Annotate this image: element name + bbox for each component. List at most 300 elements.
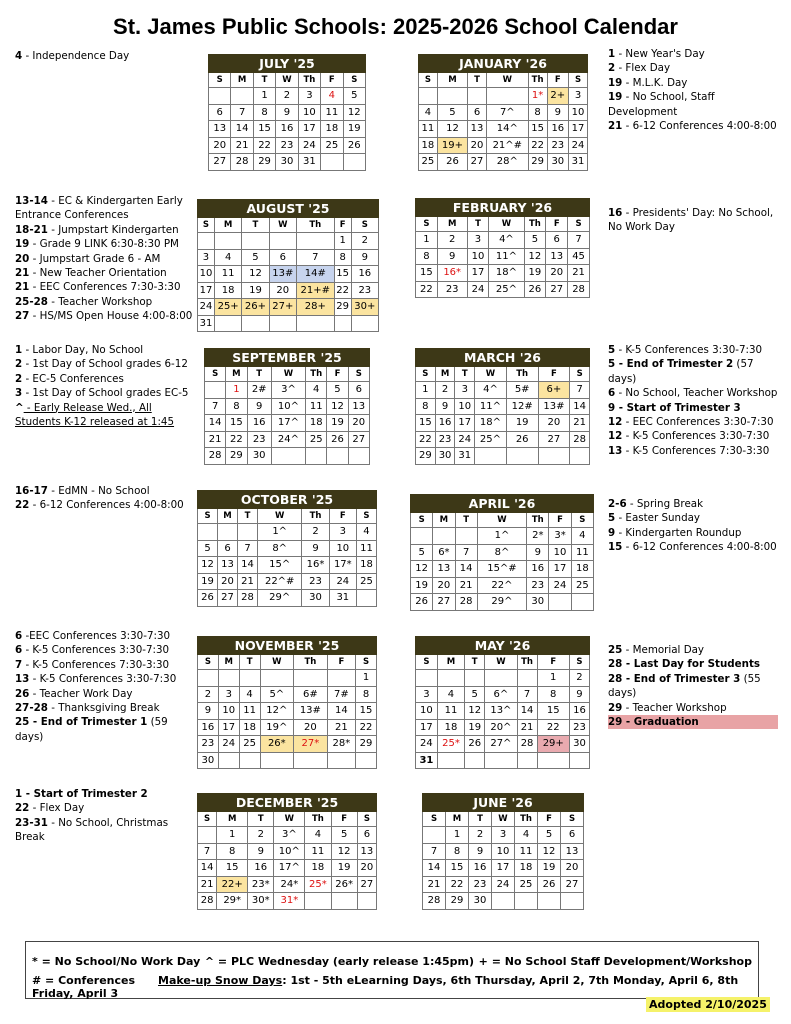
day-cell: 28 (570, 431, 590, 448)
day-cell: 20 (468, 137, 487, 154)
note-date: 28 - Last Day for Students (608, 658, 761, 671)
note-line (15, 194, 195, 223)
day-cell: 8 (416, 398, 436, 415)
note-text: - New Year's Day (615, 48, 705, 60)
day-cell: 26 (538, 876, 561, 893)
note-line (608, 357, 778, 386)
day-cell: 7 (231, 104, 253, 121)
day-cell: 11 (571, 544, 593, 561)
note-date: 26 (15, 687, 30, 700)
day-cell: 11 (305, 843, 331, 860)
weekday-header: T (455, 367, 475, 382)
empty-cell (517, 670, 537, 687)
day-cell: 13 (433, 561, 455, 578)
day-cell: 9 (435, 398, 455, 415)
day-cell: 22^ (477, 577, 526, 594)
day-cell: 17 (569, 121, 588, 138)
note-date: 28 - End of Trimester 3 (608, 672, 741, 685)
weekday-header: S (561, 812, 584, 827)
day-cell: 1 (334, 233, 351, 250)
weekday-header: M (218, 655, 239, 670)
note-text: - Teacher Workshop (47, 295, 153, 308)
empty-cell (561, 893, 584, 910)
note-line (608, 497, 778, 511)
day-cell: 26 (343, 137, 365, 154)
day-cell: 17 (549, 561, 571, 578)
day-cell: 12 (411, 561, 433, 578)
day-cell: 22 (528, 137, 547, 154)
day-cell: 11 (214, 266, 241, 283)
note-text: - Grade 9 LINK 6:30-8:30 PM (29, 238, 179, 251)
day-cell: 28+ (296, 299, 334, 316)
day-cell: 13^ (485, 703, 517, 720)
empty-cell (437, 670, 464, 687)
day-cell: 2* (527, 528, 549, 545)
note-text: - K-5 Conferences 7:30-3:30 (22, 658, 170, 671)
day-cell: 26* (331, 876, 357, 893)
weekday-header: F (334, 218, 351, 233)
month-header: JANUARY '26 (419, 55, 588, 73)
weekday-header: M (218, 509, 238, 524)
day-cell: 19 (242, 282, 269, 299)
day-cell: 6# (294, 686, 328, 703)
note-line (608, 444, 778, 458)
day-cell: 14 (570, 398, 590, 415)
note-text: - EC-5 Conferences (22, 372, 124, 385)
note-text: - EEC Conferences 3:30-7:30 (622, 416, 774, 429)
day-cell: 2 (435, 382, 455, 399)
weekday-header: W (258, 509, 302, 524)
empty-cell (485, 752, 517, 769)
weekday-header: S (416, 217, 438, 232)
day-cell: 8 (217, 843, 248, 860)
day-cell: 11 (437, 703, 464, 720)
note-line (608, 90, 778, 119)
day-cell: 20^ (485, 719, 517, 736)
day-cell: 5 (198, 540, 218, 557)
calendar-july (208, 54, 366, 171)
notes-november (15, 629, 195, 744)
day-cell: 23 (569, 719, 589, 736)
day-cell: 28 (517, 736, 537, 753)
day-cell: 9 (437, 248, 467, 265)
day-cell: 5 (411, 544, 433, 561)
day-cell: 23 (547, 137, 569, 154)
note-date: 23-31 (15, 816, 48, 829)
day-cell: 18 (419, 137, 438, 154)
note-date: 2 (608, 62, 616, 75)
note-date: 22 (15, 499, 30, 512)
day-cell: 15^# (477, 561, 526, 578)
day-cell: 14 (238, 557, 258, 574)
note-date: 15 (608, 541, 623, 554)
day-cell: 12 (465, 703, 485, 720)
day-cell: 20 (294, 719, 328, 736)
note-date: 4 (15, 50, 23, 62)
empty-cell (238, 524, 258, 541)
day-cell: 12 (198, 557, 218, 574)
empty-cell (218, 524, 238, 541)
note-line (15, 687, 195, 701)
day-cell: 18^ (489, 265, 524, 282)
day-cell: 1 (416, 382, 436, 399)
weekday-header: M (226, 367, 247, 382)
day-cell: 7 (455, 544, 477, 561)
day-cell: 8 (356, 686, 377, 703)
day-cell: 22 (446, 876, 469, 893)
empty-cell (242, 233, 269, 250)
day-cell: 10 (569, 104, 588, 121)
empty-cell (549, 594, 571, 611)
day-cell: 25* (437, 736, 464, 753)
weekday-header: W (274, 812, 305, 827)
weekday-header: T (465, 655, 485, 670)
day-cell: 12 (327, 398, 348, 415)
note-date: 25 (608, 644, 623, 656)
weekday-header: Th (524, 217, 546, 232)
empty-cell (423, 827, 446, 844)
day-cell: 20 (348, 415, 369, 432)
empty-cell (570, 448, 590, 465)
day-cell: 15 (416, 415, 436, 432)
empty-cell (198, 524, 218, 541)
day-cell: 3 (298, 88, 320, 105)
day-cell: 6 (561, 827, 584, 844)
day-cell: 8^ (477, 544, 526, 561)
note-line (15, 309, 195, 323)
day-cell: 2 (248, 827, 274, 844)
day-cell: 9 (527, 544, 549, 561)
note-text: - EC & Kindergarten Early Entrance Conferences (15, 195, 183, 222)
day-cell: 2+ (547, 88, 569, 105)
day-cell: 21^# (486, 137, 528, 154)
day-cell: 18 (305, 860, 331, 877)
day-cell: 1* (528, 88, 547, 105)
day-cell: 8 (537, 686, 569, 703)
day-cell: 28* (327, 736, 355, 753)
day-cell: 9 (247, 398, 271, 415)
day-cell: 16 (469, 860, 492, 877)
note-text: (55 days) (608, 672, 761, 700)
note-line (15, 295, 195, 309)
day-cell: 25 (419, 154, 438, 171)
month-header: FEBRUARY '26 (416, 199, 590, 217)
note-line (608, 715, 778, 729)
weekday-header: Th (294, 655, 328, 670)
day-cell: 13 (218, 557, 238, 574)
day-cell: 3 (416, 686, 438, 703)
note-line (15, 252, 195, 266)
empty-cell (269, 315, 296, 332)
notes-december (15, 787, 195, 845)
day-cell: 3 (467, 232, 489, 249)
day-cell: 24 (467, 281, 489, 298)
weekday-header: S (209, 73, 231, 88)
day-cell: 9 (276, 104, 298, 121)
weekday-header: F (537, 655, 569, 670)
note-line (15, 223, 195, 237)
note-date: 1 - Start of Trimester 2 (15, 788, 148, 800)
day-cell: 1 (356, 670, 377, 687)
weekday-header: M (231, 73, 253, 88)
day-cell: 13 (468, 121, 487, 138)
day-cell: 27 (209, 154, 231, 171)
note-line (15, 266, 195, 280)
day-cell: 14 (327, 703, 355, 720)
day-cell: 26 (524, 281, 546, 298)
weekday-header: M (446, 812, 469, 827)
day-cell: 30* (248, 893, 274, 910)
day-cell: 30 (435, 448, 455, 465)
note-text: - No School, Staff Development (608, 91, 715, 118)
day-cell: 18 (571, 561, 593, 578)
day-cell: 23* (248, 876, 274, 893)
empty-cell (218, 752, 239, 769)
day-cell: 13# (294, 703, 328, 720)
empty-cell (331, 893, 357, 910)
empty-cell (327, 670, 355, 687)
day-cell: 14 (423, 860, 446, 877)
day-cell: 15 (528, 121, 547, 138)
note-text: - Teacher Work Day (29, 687, 133, 700)
day-cell: 29+ (537, 736, 569, 753)
legend-conferences: # = Conferences (32, 974, 136, 987)
notes-january (608, 47, 778, 133)
day-cell: 14 (231, 121, 253, 138)
weekday-header: T (455, 513, 477, 528)
day-cell: 4 (214, 249, 241, 266)
day-cell: 1 (416, 232, 438, 249)
day-cell: 15 (537, 703, 569, 720)
day-cell: 28^ (486, 154, 528, 171)
day-cell: 8 (416, 248, 438, 265)
weekday-header: T (468, 73, 487, 88)
legend-no-school: * = No School/No Work Day (32, 955, 201, 968)
day-cell: 10 (492, 843, 515, 860)
day-cell: 10^ (274, 843, 305, 860)
legend-plc: ^ = PLC Wednesday (early release 1:45pm) (204, 955, 475, 968)
weekday-header: Th (515, 812, 538, 827)
weekday-header: S (416, 655, 438, 670)
note-text: - Labor Day, No School (22, 344, 144, 356)
day-cell: 27 (468, 154, 487, 171)
day-cell: 9 (469, 843, 492, 860)
empty-cell (416, 670, 438, 687)
note-text: - Kindergarten Roundup (615, 526, 742, 539)
note-line (15, 372, 200, 386)
note-date: 27-28 (15, 702, 48, 715)
day-cell: 28 (423, 893, 446, 910)
empty-cell (465, 670, 485, 687)
weekday-header: Th (298, 73, 320, 88)
weekday-header: W (269, 218, 296, 233)
day-cell: 5 (343, 88, 365, 105)
empty-cell (475, 448, 507, 465)
day-cell: 13 (561, 843, 584, 860)
calendar-march (415, 348, 590, 465)
day-cell: 24 (329, 573, 356, 590)
day-cell: 30 (527, 594, 549, 611)
note-text: - Jumpstart Kindergarten (47, 223, 179, 236)
note-text: - 6-12 Conferences 4:00-8:00 (622, 541, 777, 554)
day-cell: 17 (416, 719, 438, 736)
note-text: - No School, Teacher Workshop (615, 387, 778, 400)
day-cell: 30 (247, 448, 271, 465)
day-cell: 28 (205, 448, 226, 465)
month-header: SEPTEMBER '25 (205, 349, 370, 367)
weekday-header: S (569, 73, 588, 88)
day-cell: 16 (247, 415, 271, 432)
day-cell: 2 (276, 88, 298, 105)
day-cell: 30 (276, 154, 298, 171)
day-cell: 3 (218, 686, 239, 703)
note-date: 1 (15, 344, 23, 356)
day-cell: 21 (198, 876, 217, 893)
day-cell: 15 (217, 860, 248, 877)
note-text: - M.L.K. Day (622, 76, 688, 89)
weekday-header: W (475, 367, 507, 382)
weekday-header: M (214, 218, 241, 233)
day-cell: 28 (198, 893, 217, 910)
day-cell: 23 (198, 736, 219, 753)
note-line (15, 801, 195, 815)
day-cell: 12^ (260, 703, 294, 720)
note-text: - EdMN - No School (47, 485, 150, 497)
day-cell: 12# (506, 398, 538, 415)
empty-cell (198, 233, 215, 250)
weekday-header: M (435, 367, 455, 382)
note-date: 29 (608, 701, 623, 714)
day-cell: 24 (298, 137, 320, 154)
empty-cell (538, 448, 570, 465)
day-cell: 22 (416, 431, 436, 448)
day-cell: 19 (343, 121, 365, 138)
weekday-header: T (469, 812, 492, 827)
day-cell: 25 (239, 736, 260, 753)
weekday-header: M (433, 513, 455, 528)
day-cell: 26 (437, 154, 467, 171)
day-cell: 24 (569, 137, 588, 154)
day-cell: 24 (416, 736, 438, 753)
day-cell: 19+ (437, 137, 467, 154)
day-cell: 27^ (485, 736, 517, 753)
calendar-october (197, 490, 377, 607)
day-cell: 6 (357, 827, 376, 844)
note-line (15, 715, 195, 744)
note-line (15, 386, 200, 400)
empty-cell (239, 670, 260, 687)
note-line (608, 119, 778, 133)
day-cell: 20 (269, 282, 296, 299)
day-cell: 8 (528, 104, 547, 121)
day-cell: 1 (226, 382, 247, 399)
note-text: - 6-12 Conferences 4:00-8:00 (29, 499, 184, 512)
day-cell: 19 (538, 860, 561, 877)
weekday-header: W (271, 367, 305, 382)
note-text: - K-5 Conferences 3:30-7:30 (29, 673, 177, 686)
empty-cell (294, 752, 328, 769)
note-date: 13-14 (15, 195, 48, 207)
note-text: - Easter Sunday (615, 512, 701, 525)
day-cell: 5 (242, 249, 269, 266)
day-cell: 23 (437, 281, 467, 298)
day-cell: 12 (242, 266, 269, 283)
day-cell: 10 (298, 104, 320, 121)
empty-cell (571, 594, 593, 611)
day-cell: 31 (329, 590, 356, 607)
day-cell: 25^ (489, 281, 524, 298)
note-line (608, 540, 778, 554)
month-header: AUGUST '25 (198, 200, 379, 218)
note-text: - Presidents' Day: No School, No Work Day (608, 207, 774, 234)
day-cell: 3 (492, 827, 515, 844)
note-text: - Flex Day (615, 62, 671, 75)
day-cell: 24 (492, 876, 515, 893)
weekday-header: S (568, 217, 590, 232)
empty-cell (296, 315, 334, 332)
empty-cell (492, 893, 515, 910)
day-cell: 12 (524, 248, 546, 265)
weekday-header: T (247, 367, 271, 382)
day-cell: 4 (321, 88, 343, 105)
calendar-november (197, 636, 377, 769)
weekday-header: M (437, 655, 464, 670)
day-cell: 2 (469, 827, 492, 844)
day-cell: 11 (239, 703, 260, 720)
note-date: 13 (608, 444, 623, 457)
day-cell: 1^ (258, 524, 302, 541)
day-cell: 31* (274, 893, 305, 910)
note-date: 21 (608, 120, 623, 133)
day-cell: 6* (433, 544, 455, 561)
day-cell: 14 (205, 415, 226, 432)
weekday-header: M (437, 73, 467, 88)
day-cell: 30 (547, 154, 569, 171)
day-cell: 5 (465, 686, 485, 703)
day-cell: 5 (437, 104, 467, 121)
weekday-header: S (348, 367, 369, 382)
note-date: 2-6 (608, 498, 627, 510)
day-cell: 20 (218, 573, 238, 590)
weekday-header: T (248, 812, 274, 827)
page-title: St. James Public Schools: 2025-2026 School Calendar (113, 14, 678, 39)
note-date: 9 (608, 526, 616, 539)
day-cell: 26 (465, 736, 485, 753)
note-date: 16 (608, 207, 623, 219)
day-cell: 4 (239, 686, 260, 703)
day-cell: 19 (506, 415, 538, 432)
note-date: ^ (15, 401, 24, 414)
day-cell: 21 (455, 577, 477, 594)
day-cell: 13 (209, 121, 231, 138)
note-text: (59 days) (15, 716, 168, 743)
day-cell: 3^ (271, 382, 305, 399)
day-cell: 21 (570, 415, 590, 432)
weekday-header: F (329, 509, 356, 524)
note-date: 2 (15, 358, 23, 371)
note-date: 25-28 (15, 295, 48, 308)
day-cell: 6 (209, 104, 231, 121)
empty-cell (485, 670, 517, 687)
empty-cell (356, 752, 377, 769)
note-date: 19 (15, 238, 30, 251)
day-cell: 15 (253, 121, 275, 138)
empty-cell (260, 752, 294, 769)
weekday-header: Th (302, 509, 329, 524)
day-cell: 20 (561, 860, 584, 877)
note-line (608, 526, 778, 540)
calendar-august (197, 199, 379, 332)
